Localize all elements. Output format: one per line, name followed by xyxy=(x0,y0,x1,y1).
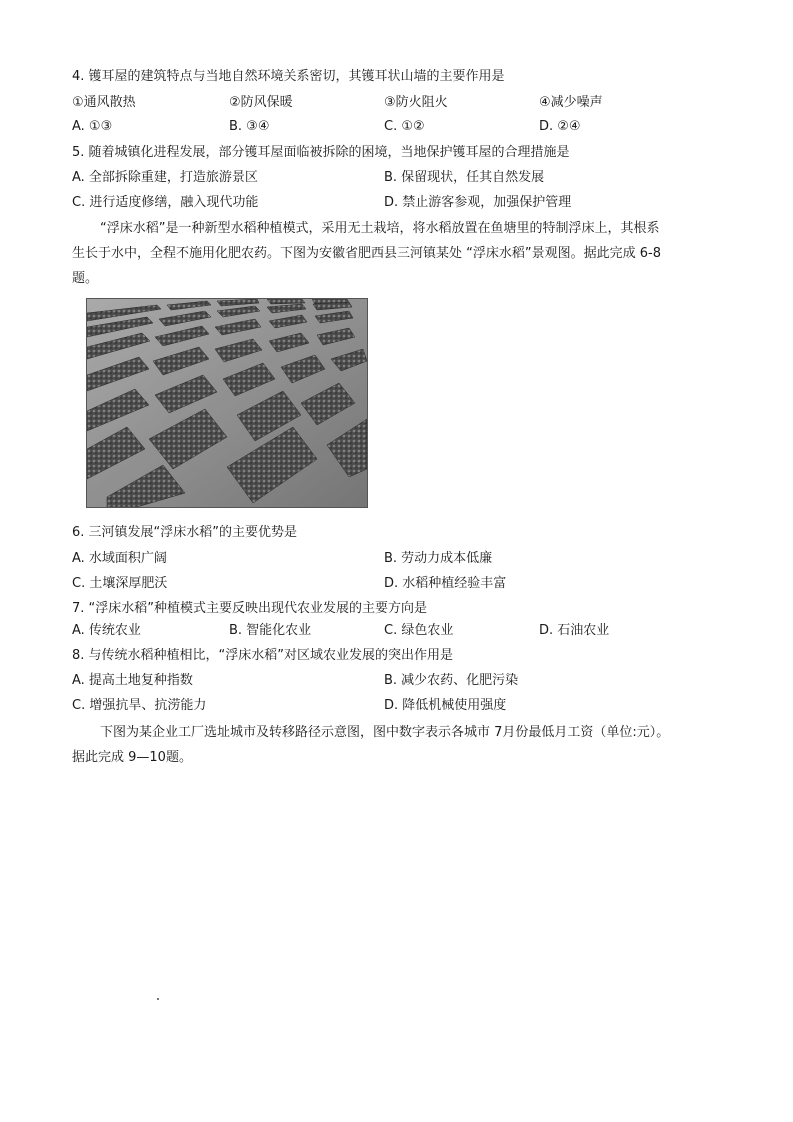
q4-option-a: A. ①③ xyxy=(72,119,113,134)
q6-option-b: B. 劳动力成本低廉 xyxy=(384,551,493,566)
q5-option-b: B. 保留现状，任其自然发展 xyxy=(384,170,545,185)
q7-option-b: B. 智能化农业 xyxy=(229,623,312,638)
q5-option-c: C. 进行适度修缮，融入现代功能 xyxy=(72,195,259,210)
q5-option-d: D. 禁止游客参观，加强保护管理 xyxy=(384,195,572,210)
q8-option-a: A. 提高土地复种指数 xyxy=(72,673,193,688)
q7-stem: 7. “浮床水稻”种植模式主要反映出现代农业发展的主要方向是 xyxy=(72,601,428,616)
q4-option-c: C. ①② xyxy=(384,119,425,134)
q4-item-1: ①通风散热 xyxy=(72,95,136,110)
q6-stem: 6. 三河镇发展“浮床水稻”的主要优势是 xyxy=(72,525,298,540)
passage2-line2: 据此完成 9—10题。 xyxy=(72,750,192,765)
scan-speck xyxy=(157,998,159,1000)
floating-rice-photo xyxy=(86,298,368,508)
q4-item-3: ③防火阻火 xyxy=(384,95,448,110)
passage2-line1: 下图为某企业工厂选址城市及转移路径示意图，图中数字表示各城市 7月份最低月工资（单位:元）。 xyxy=(100,725,670,740)
q4-item-2: ②防风保暖 xyxy=(229,95,293,110)
passage1-line2: 生长于水中，全程不施用化肥农药。下图为安徽省肥西县三河镇某处 “浮床水稻”景观图。据此完成 6-8 xyxy=(72,246,661,261)
passage1-line1: “浮床水稻”是一种新型水稻种植模式，采用无土栽培，将水稻放置在鱼塘里的特制浮床上，其根系 xyxy=(100,221,660,236)
q8-option-b: B. 减少农药、化肥污染 xyxy=(384,673,519,688)
q8-stem: 8. 与传统水稻种植相比，“浮床水稻”对区域农业发展的突出作用是 xyxy=(72,648,454,663)
q4-option-d: D. ②④ xyxy=(539,119,581,134)
q6-option-c: C. 土壤深厚肥沃 xyxy=(72,576,168,591)
q4-option-b: B. ③④ xyxy=(229,119,270,134)
q4-stem: 4. 镬耳屋的建筑特点与当地自然环境关系密切，其镬耳状山墙的主要作用是 xyxy=(72,69,505,84)
q8-option-c: C. 增强抗旱、抗涝能力 xyxy=(72,698,207,713)
q6-option-a: A. 水域面积广阔 xyxy=(72,551,167,566)
floating-rice-photo-icon xyxy=(87,299,367,507)
q5-stem: 5. 随着城镇化进程发展，部分镬耳屋面临被拆除的困境，当地保护镬耳屋的合理措施是 xyxy=(72,145,570,160)
q4-item-4: ④减少噪声 xyxy=(539,95,603,110)
q7-option-d: D. 石油农业 xyxy=(539,623,610,638)
q7-option-c: C. 绿色农业 xyxy=(384,623,454,638)
q7-option-a: A. 传统农业 xyxy=(72,623,141,638)
q6-option-d: D. 水稻种植经验丰富 xyxy=(384,576,507,591)
passage1-line3: 题。 xyxy=(72,271,99,286)
q5-option-a: A. 全部拆除重建，打造旅游景区 xyxy=(72,170,258,185)
q8-option-d: D. 降低机械使用强度 xyxy=(384,698,507,713)
